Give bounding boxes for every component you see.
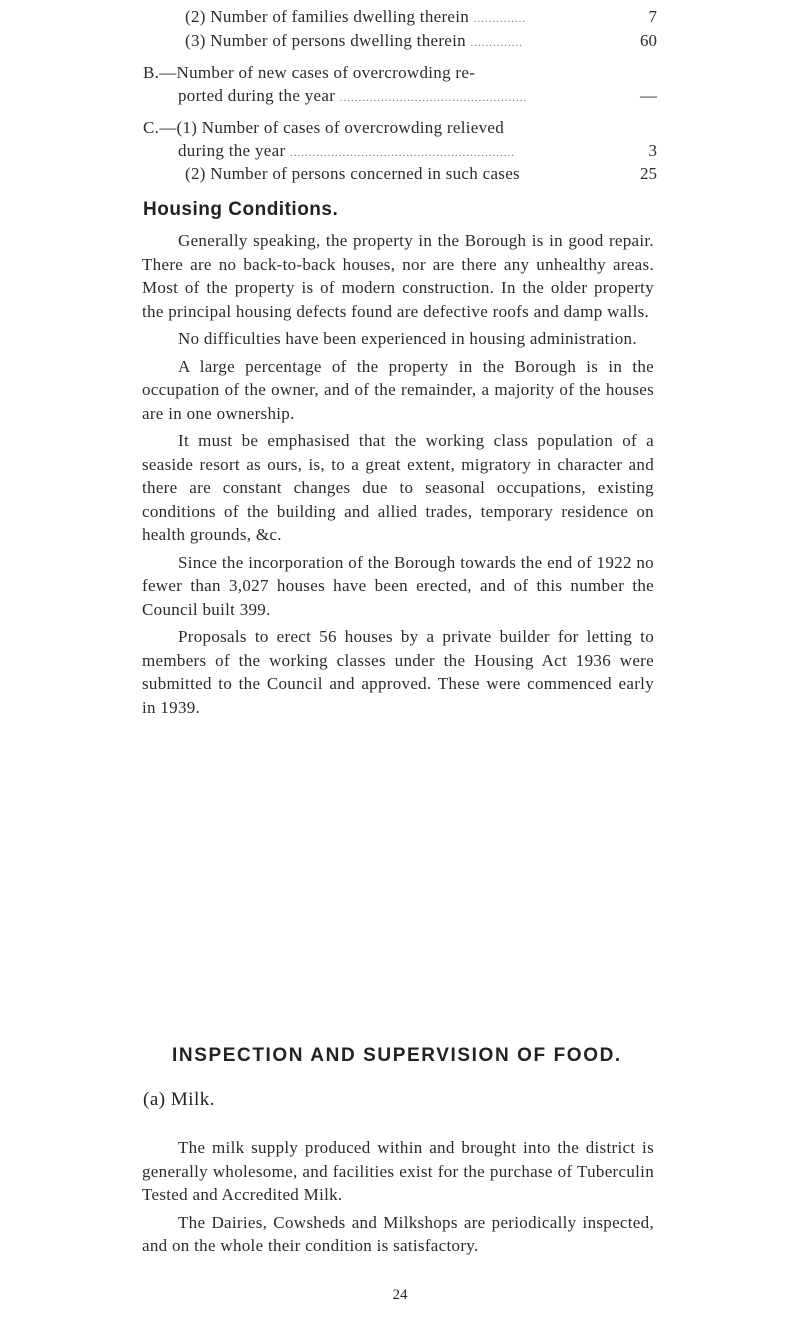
list-item-b-line2 [178,85,527,109]
section-heading-food: INSPECTION AND SUPERVISION OF FOOD. [172,1045,622,1066]
food-text [142,1136,654,1258]
list-item-label: ported during the year [178,86,336,105]
list-item-value: 60 [640,31,657,50]
list-item-label: (2) Number of persons concerned in such cases [185,164,520,183]
list-item-c2 [185,163,520,185]
leader-dots: .................................................. [339,92,528,104]
list-item-a2 [185,6,526,30]
leader-dots: .............. [470,37,524,49]
subsection-heading-milk: (a) Milk. [143,1089,216,1110]
list-item-value: 7 [648,7,657,26]
paragraph: Generally speaking, the property in the Borough is in good repair. There are no back-to-back houses, nor are there any unhealthy areas. Most of the property is of modern construction. In the older property the principal housing defects found are defective roofs and damp walls. [142,231,654,321]
paragraph: It must be emphasised that the working class population of a seaside resort as ours, is, to a great extent, migratory in character and there are constant changes due to seasonal occupations, existing conditions of the building and allied trades, temporary residence on health grounds, &c. [142,431,654,544]
list-item-value: 25 [640,164,657,183]
list-item-label: (3) Number of persons dwelling therein [185,31,466,50]
list-item-c1-line1: C.—(1) Number of cases of overcrowding relieved [143,118,505,137]
leader-dots: .............. [473,13,527,25]
paragraph: The milk supply produced within and brought into the district is generally wholesome, and facilities exist for the purchase of Tuberculin Tested and Accredited Milk. [142,1138,654,1204]
paragraph: Since the incorporation of the Borough towards the end of 1922 no fewer than 3,027 houses have been erected, and of this number the Council built 399. [142,552,654,619]
section-heading-housing: Housing Conditions. [143,199,339,220]
list-item-label: during the year [178,141,286,160]
paragraph: The Dairies, Cowsheds and Milkshops are periodically inspected, and on the whole their condition is satisfactory. [142,1212,654,1255]
paragraph: No difficulties have been experienced in housing administration. [178,329,637,348]
list-item-a3 [185,30,523,54]
paragraph: Proposals to erect 56 houses by a private builder for letting to members of the working classes under the Housing Act 1936 were submitted to the Council and approved. These were commenced early in 1939. [142,627,654,717]
leader-dots: ............................................................ [289,147,515,159]
list-item-label: (2) Number of families dwelling therein [185,7,470,26]
list-item-value: 3 [648,141,657,160]
page-number: 24 [392,1287,408,1303]
list-item-c1-line2 [178,140,515,164]
list-item-value: — [640,86,657,105]
housing-text [142,229,654,719]
paragraph: A large percentage of the property in the Borough is in the occupation of the owner, and of the remainder, a majority of the houses are in one ownership. [142,356,654,423]
list-item-b-line1: B.—Number of new cases of overcrowding re- [143,63,476,82]
